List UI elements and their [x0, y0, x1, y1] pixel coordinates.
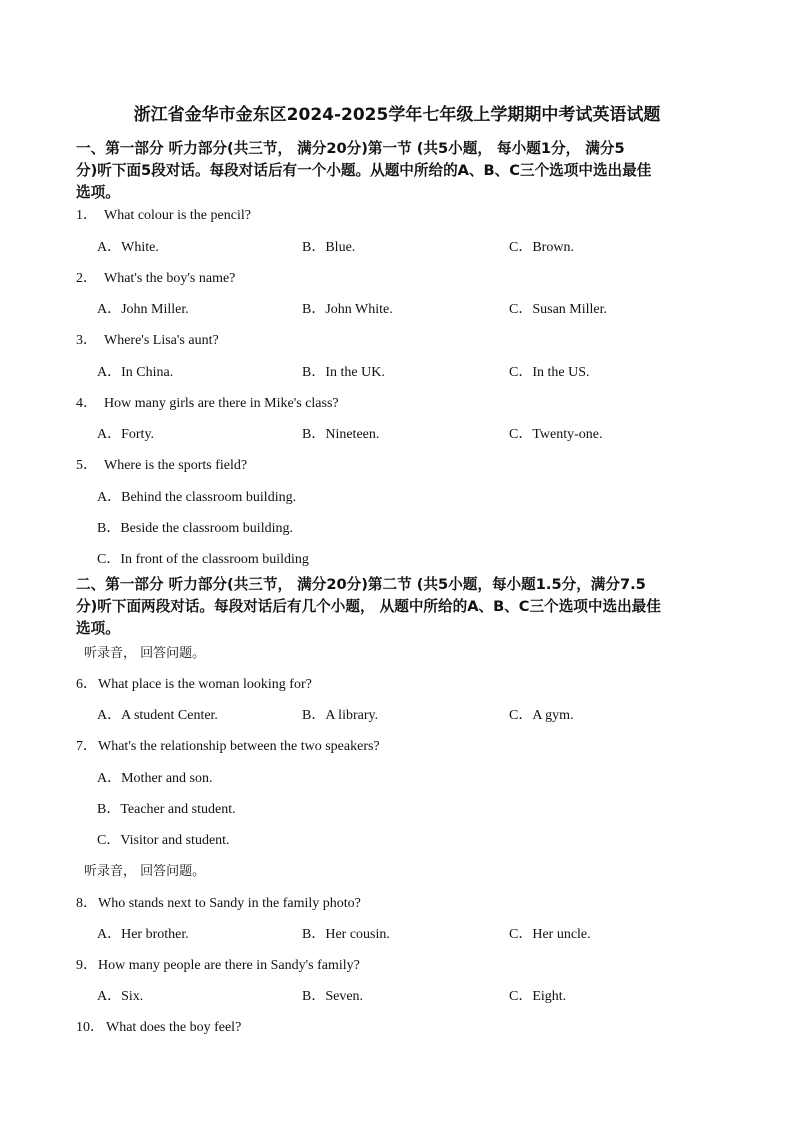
option-7c: C．Visitor and student.: [97, 833, 230, 848]
question-text: What colour is the pencil?: [104, 208, 251, 223]
question-text: How many girls are there in Mike's class?: [104, 396, 339, 411]
question-number: 4．: [76, 396, 97, 411]
option-3a: A．In China.: [97, 365, 174, 380]
question-10: [76, 1019, 241, 1037]
option-6a: A．A student Center.: [97, 708, 218, 723]
option-9a: A．Six.: [97, 989, 144, 1004]
question-number: 2．: [76, 271, 97, 286]
question-text: Where is the sports field?: [104, 458, 248, 473]
option-3b: B．In the UK.: [302, 365, 385, 380]
question-7: [76, 738, 380, 756]
option-2b: B．John White.: [302, 302, 393, 317]
option-6c: C．A gym.: [509, 708, 574, 723]
option-5c: C．In front of the classroom building: [97, 552, 309, 567]
option-6b: B．A library.: [302, 708, 379, 723]
question-2: [76, 270, 235, 288]
option-7a: A．Mother and son.: [97, 771, 213, 786]
exam-title: 浙江省金华市金东区2024-2025学年七年级上学期期中考试英语试题: [133, 105, 661, 125]
question-5: [76, 457, 247, 475]
question-text: Who stands next to Sandy in the family photo?: [98, 896, 361, 911]
question-number: 9．: [76, 958, 97, 973]
question-text: What's the relationship between the two speakers?: [98, 739, 380, 754]
question-number: 7．: [76, 739, 97, 754]
option-5b: B．Beside the classroom building.: [97, 521, 293, 536]
question-8: [76, 895, 361, 913]
option-1b: B．Blue.: [302, 240, 356, 255]
question-text: What place is the woman looking for?: [98, 677, 312, 692]
section-1-line-3: 选项。: [76, 184, 120, 201]
option-8a: A．Her brother.: [97, 927, 189, 942]
question-number: 10．: [76, 1020, 104, 1035]
question-text: What does the boy feel?: [106, 1020, 242, 1035]
section-1-instructions: [76, 138, 726, 204]
option-4b: B．Nineteen.: [302, 427, 380, 442]
question-3: [76, 332, 219, 350]
section-2-line-1: 二、第一部分 听力部分(共三节， 满分20分)第二节 (共5小题，每小题1.5分，满分7.5: [76, 576, 646, 593]
question-number: 3．: [76, 333, 97, 348]
option-7b: B．Teacher and student.: [97, 802, 236, 817]
option-9b: B．Seven.: [302, 989, 364, 1004]
option-5a: A．Behind the classroom building.: [97, 490, 297, 505]
section-2-line-2: 分)听下面两段对话。每段对话后有几个小题， 从题中所给的A、B、C三个选项中选出最佳: [76, 598, 661, 615]
question-6: [76, 676, 312, 694]
section-2-line-3: 选项。: [76, 620, 120, 637]
listening-note-2: 听录音， 回答问题。: [84, 864, 206, 879]
question-number: 5．: [76, 458, 97, 473]
question-number: 6．: [76, 677, 97, 692]
question-text: What's the boy's name?: [104, 271, 236, 286]
question-text: Where's Lisa's aunt?: [104, 333, 219, 348]
option-3c: C．In the US.: [509, 365, 590, 380]
option-9c: C．Eight.: [509, 989, 567, 1004]
question-number: 8．: [76, 896, 97, 911]
section-1-line-2: 分)听下面5段对话。每段对话后有一个小题。从题中所给的A、B、C三个选项中选出最佳: [76, 162, 652, 179]
option-1a: A．White.: [97, 240, 159, 255]
option-8b: B．Her cousin.: [302, 927, 390, 942]
question-number: 1．: [76, 208, 97, 223]
option-4c: C．Twenty-one.: [509, 427, 603, 442]
option-8c: C．Her uncle.: [509, 927, 591, 942]
section-1-line-1: 一、第一部分 听力部分(共三节， 满分20分)第一节 (共5小题， 每小题1分， 满分5: [76, 140, 625, 157]
question-4: [76, 395, 339, 413]
question-text: How many people are there in Sandy's family?: [98, 958, 360, 973]
option-1c: C．Brown.: [509, 240, 574, 255]
question-1: [76, 207, 251, 225]
question-9: [76, 957, 360, 975]
listening-note-1: 听录音， 回答问题。: [84, 646, 206, 661]
option-2a: A．John Miller.: [97, 302, 189, 317]
option-2c: C．Susan Miller.: [509, 302, 608, 317]
option-4a: A．Forty.: [97, 427, 155, 442]
section-2-instructions: [76, 574, 726, 640]
